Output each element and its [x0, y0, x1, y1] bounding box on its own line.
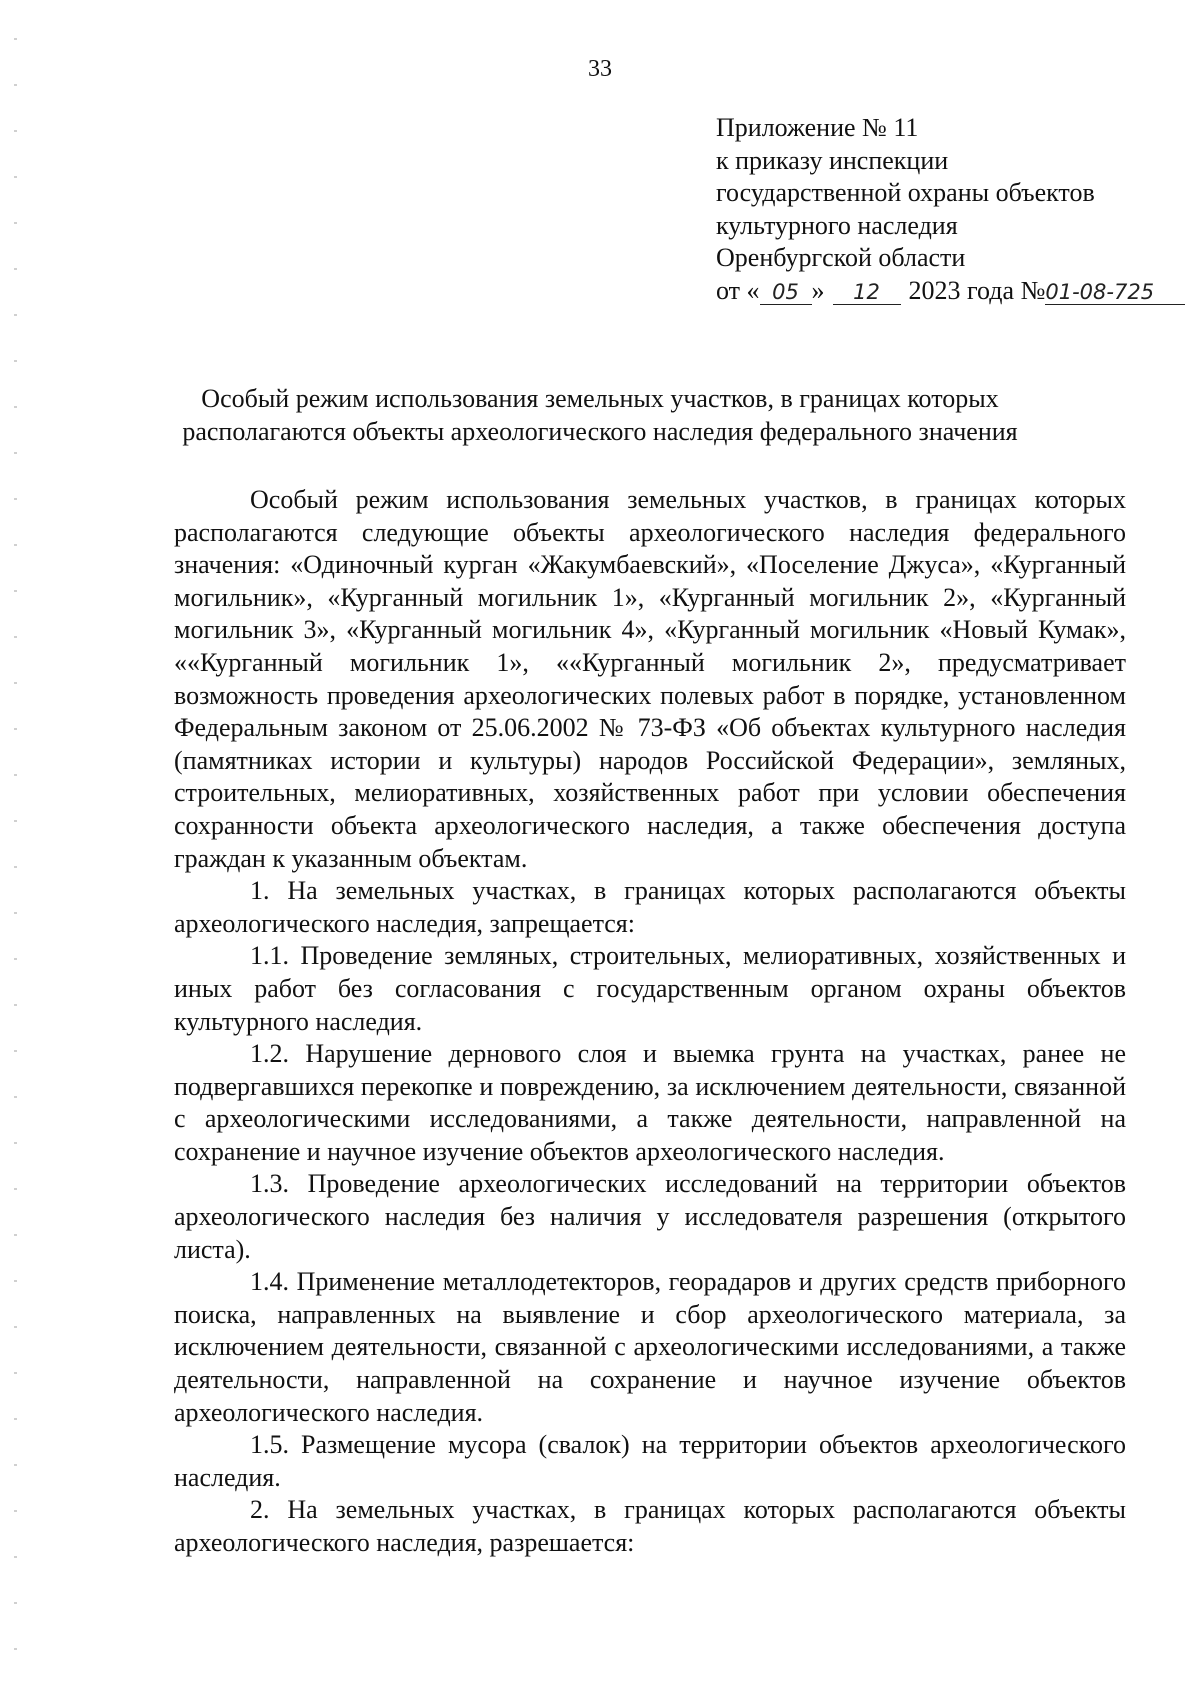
appendix-line: культурного наследия — [716, 210, 958, 240]
appendix-line: Оренбургской области — [716, 243, 966, 272]
title-line: Особый режим использования земельных участков, в границах которых — [201, 384, 999, 413]
paragraph-item-1-4: 1.4. Применение металлодетекторов, георадаров и других средств приборного поиска, направленных на выявление и сбор археологического материала, за исключением деятельности, связанной с археологическими исследованиями, а также деятельности, направленной на сохранение и научное изучение объектов археологического наследия. — [174, 1267, 1126, 1427]
document-body — [174, 484, 1126, 1560]
date-year: 2023 года № — [908, 275, 1046, 305]
scan-edge-marks — [14, 20, 17, 1660]
paragraph-item-1-1: 1.1. Проведение земляных, строительных, мелиоративных, хозяйственных и иных работ без согласования с государственным органом охраны объектов культурного наследия. — [174, 941, 1126, 1036]
date-mid: » — [811, 275, 825, 305]
paragraph-item-2: 2. На земельных участках, в границах которых располагаются объекты археологического наследия, разрешается: — [174, 1495, 1126, 1557]
handwritten-order-number: 01-08-725 — [1045, 280, 1185, 305]
document-title — [150, 382, 1050, 448]
appendix-line: государственной охраны объектов — [716, 178, 1095, 207]
title-line: располагаются объекты археологического наследия федерального значения — [182, 417, 1018, 446]
handwritten-month: 12 — [833, 280, 901, 305]
date-prefix: от « — [716, 275, 760, 305]
page-number: 33 — [588, 56, 612, 82]
paragraph-intro: Особый режим использования земельных участков, в границах которых располагаются следующие объекты археологического наследия федерального значения: «Одиночный курган «Жакумбаевский», «Поселение Джуса», «Курганный могильник», «Курганный могильник 1», «Курганный могильник 2», «Курганный могильник 3», «Курганный могильник 4», «Курганный могильник «Новый Кумак», ««Курганный могильник 1», ««Курганный могильник 2», предусматривает возможность проведения археологических полевых работ в порядке, установленном Федеральным законом от 25.06.2002 № 73-ФЗ «Об объектах культурного наследия (памятниках истории и культуры) народов Российской Федерации», земляных, строительных, мелиоративных, хозяйственных работ при условии обеспечения сохранности объекта археологического наследия, а также обеспечения доступа граждан к указанным объектам. — [174, 485, 1126, 873]
appendix-date-line — [716, 275, 1186, 308]
paragraph-item-1: 1. На земельных участках, в границах которых располагаются объекты археологического наследия, запрещается: — [174, 876, 1126, 938]
appendix-header — [716, 112, 1186, 307]
handwritten-day: 05 — [760, 280, 812, 305]
appendix-line: Приложение № 11 — [716, 113, 919, 142]
appendix-line: к приказу инспекции — [716, 145, 949, 175]
paragraph-item-1-3: 1.3. Проведение археологических исследований на территории объектов археологического наследия без наличия у исследователя разрешения (открытого листа). — [174, 1169, 1126, 1264]
paragraph-item-1-5: 1.5. Размещение мусора (свалок) на территории объектов археологического наследия. — [174, 1430, 1126, 1492]
paragraph-item-1-2: 1.2. Нарушение дернового слоя и выемка грунта на участках, ранее не подвергавшихся перекопке и повреждению, за исключением деятельности, связанной с археологическими исследованиями, а также деятельности, направленной на сохранение и научное изучение объектов археологического наследия. — [174, 1039, 1126, 1166]
